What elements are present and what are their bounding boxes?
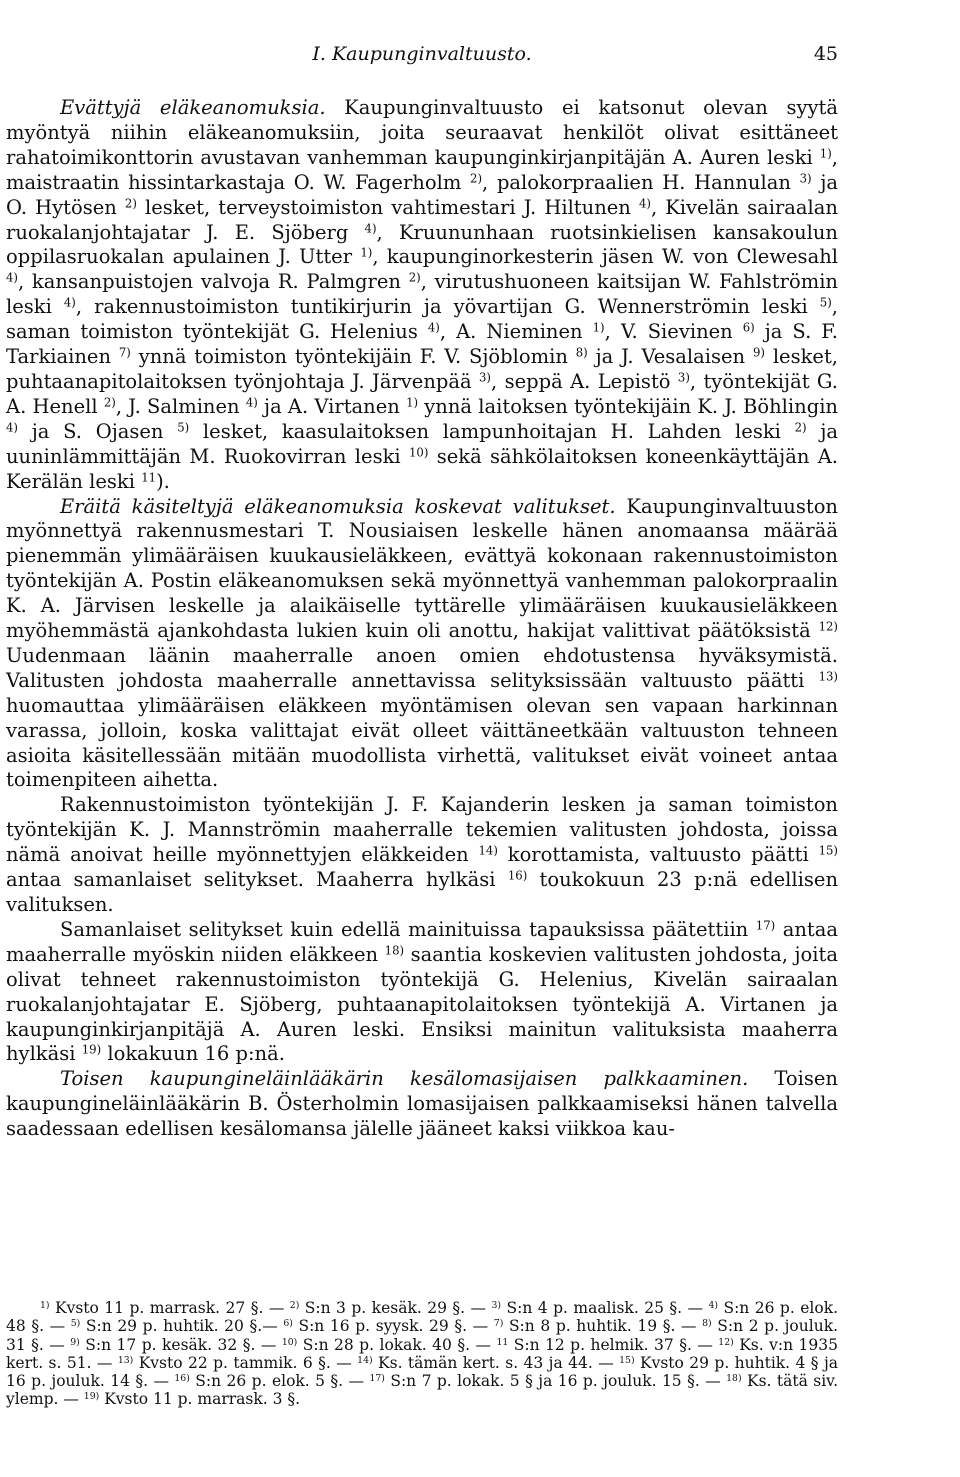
footnote-ref: 9) xyxy=(752,345,765,360)
footnote-ref: 1) xyxy=(406,395,419,410)
paragraph-kajander-mannstrom xyxy=(6,793,838,918)
footnote-marker: 13) xyxy=(117,1354,134,1366)
text-run: , seppä A. Lepistö xyxy=(491,369,678,393)
footnote-text: Kvsto 22 p. tammik. 6 §. — xyxy=(133,1353,358,1372)
footnote-ref: 1) xyxy=(592,320,605,335)
text-run: antaa samanlaiset selitykset. Maaherra hylkäsi xyxy=(6,868,508,892)
footnote-ref: 18) xyxy=(384,943,405,958)
footnote-ref: 10) xyxy=(408,445,429,460)
footnote-ref: 4) xyxy=(6,270,18,285)
footnote-text: Kvsto 11 p. marrask. 27 §. — xyxy=(49,1299,290,1317)
text-run: , Kivelän sairaalan ruokalanjohtajatar J. E. Sjöberg xyxy=(6,195,838,244)
footnote-marker: 7) xyxy=(493,1318,504,1330)
text-run: , maistraatin hissintarkastaja O. W. Fagerholm xyxy=(6,145,838,194)
footnote-text: S:n 29 p. huhtik. 20 §.— xyxy=(80,1317,284,1336)
footnote-ref: 4) xyxy=(63,295,76,310)
footnote-ref: 1) xyxy=(360,246,373,261)
footnote-ref: 2) xyxy=(408,270,421,285)
text-run: antaa maaherralle myöskin niiden eläkkeen xyxy=(6,917,838,966)
paragraph-veterinarian-substitute xyxy=(6,1067,838,1142)
footnote-ref: 4) xyxy=(6,420,18,435)
text-run: , rakennustoimiston tuntikirjurin ja yövartijan G. Wennerströmin leski xyxy=(75,295,820,319)
footnote-marker: 16) xyxy=(174,1373,190,1385)
text-run: , palokorpraalien H. Hannulan xyxy=(482,170,800,194)
footnote-marker: 18) xyxy=(726,1373,742,1385)
footnote-marker: 8) xyxy=(702,1318,712,1330)
running-title: I. Kaupunginvaltuusto. xyxy=(312,43,532,65)
text-run: ja uuninlämmittäjän M. Ruokovirran leski xyxy=(6,419,839,468)
text-run: lesket, terveystoimiston vahtimestari J. Hiltunen xyxy=(136,195,639,219)
footnote-ref: 5) xyxy=(177,420,190,435)
text-run: huomauttaa ylimääräisen eläkkeen myöntämisen olevan sen vapaan harkinnan varassa, jolloin, koska valittajat eivät olleet väittäneetkään valtuuston tehneen asioita käsitellessään mitään muodollista virhettä, valitukset eivät voineet antaa toimenpiteen aihetta. xyxy=(6,693,838,792)
footnote-text: Kvsto 11 p. marrask. 3 §. xyxy=(99,1390,301,1409)
footnote-marker: 6) xyxy=(283,1318,293,1330)
footnote-marker: 9) xyxy=(70,1336,80,1348)
footnote-text: Ks. tätä siv. ylemp. — xyxy=(6,1372,838,1409)
footnote-ref: 17) xyxy=(755,918,776,933)
paragraph-denied-pension-applications xyxy=(6,96,838,495)
footnote-text: Ks. v:n 1935 kert. s. 51. — xyxy=(6,1335,838,1372)
footnote-marker: 19) xyxy=(83,1391,100,1403)
footnote-ref: 1) xyxy=(819,146,832,161)
text-run: ynnä laitoksen työntekijäin K. J. Böhlingin xyxy=(418,394,838,418)
footnote-marker: 5) xyxy=(70,1318,81,1330)
text-run: lesket, kaasulaitoksen lampunhoitajan H. Lahden leski xyxy=(189,419,795,443)
footnote-ref: 8) xyxy=(575,345,588,360)
footnote-ref: 12) xyxy=(818,619,838,634)
footnote-marker: 17) xyxy=(369,1373,385,1385)
text-run: , kaupunginorkesterin jäsen W. von Clewesahl xyxy=(372,245,838,269)
footnote-ref: 6) xyxy=(742,320,755,335)
footnote-ref: 13) xyxy=(818,669,838,684)
text-run: Kaupunginvaltuusto ei katsonut olevan syytä myöntyä niihin eläkeanomuksiin, joita seuraavat henkilöt olivat esittäneet rahatoimikonttorin avustavan vanhemman kaupunginkirjanpitäjän A. Auren leski xyxy=(6,96,838,169)
footnote-marker: 11 xyxy=(496,1336,509,1348)
footnote-ref: 5) xyxy=(819,295,832,310)
text-run: , V. Sievinen xyxy=(604,320,743,344)
footnote-text: S:n 26 p. elok. 48 §. — xyxy=(6,1299,839,1336)
text-run: ja J. Vesalaisen xyxy=(587,345,753,369)
footnote-ref: 19) xyxy=(81,1043,102,1058)
body-text xyxy=(6,96,838,1142)
footnote-text: S:n 12 p. helmik. 37 §. — xyxy=(508,1335,719,1354)
text-run: , J. Salminen xyxy=(115,394,246,418)
text-run: Toisen kaupungineläinlääkärin B. Österholmin lomasijaisen palkkaamiseksi hänen talvella saadessaan edellisen kesälomansa jälelle jääneet kaksi viikkoa kau- xyxy=(6,1067,838,1141)
footnote-ref: 3) xyxy=(479,370,491,385)
footnote-ref: 3) xyxy=(677,370,690,385)
footnote-marker: 2) xyxy=(289,1299,300,1311)
footnote-text: S:n 3 p. kesäk. 29 §. — xyxy=(299,1299,492,1317)
footnote-ref: 2) xyxy=(103,395,116,410)
page-number: 45 xyxy=(813,43,838,65)
text-run: ja S. F. Tarkiainen xyxy=(6,320,838,369)
footnote-ref: 4) xyxy=(638,196,651,211)
footnote-text: Ks. tämän kert. s. 43 ja 44. — xyxy=(372,1353,620,1372)
footnote-text: Kvsto 29 p. huhtik. 4 § ja 16 p. jouluk. 14 §. — xyxy=(6,1353,838,1391)
footnotes xyxy=(6,1299,838,1409)
footnote-ref: 14) xyxy=(478,843,498,858)
footnote-text: S:n 17 p. kesäk. 32 §. — xyxy=(79,1335,282,1354)
text-run: Kaupunginvaltuuston myönnettyä rakennusmestari T. Nousiaisen leskelle hänen anomaansa määrää pienemmän ylimääräisen kuukausieläkkeen, evättyä kokonaan rakennustoimiston työntekijän A. Postin eläkeanomuksen sekä myönnettyä vanhemman palokorpraalin K. A. Järvisen leskelle ja alaikäiselle tyttärelle ylimääräisen kuukausieläkkeen myöhemmästä ajankohdasta lukien kuin oli anottu, hakijat valittivat päätöksistä xyxy=(6,494,838,643)
footnote-text: S:n 4 p. maalisk. 25 §. — xyxy=(501,1299,709,1317)
text-run: ja O. Hytösen xyxy=(6,170,838,219)
footnote-ref: 4) xyxy=(427,320,440,335)
footnote-ref: 11 xyxy=(141,470,157,485)
paragraph-similar-statements xyxy=(6,918,838,1067)
footnote-marker: 3) xyxy=(491,1299,502,1311)
footnote-marker: 12) xyxy=(718,1336,734,1348)
footnote-marker: 4) xyxy=(708,1299,719,1311)
text-run: Uudenmaan läänin maaherralle anoen omien ehdotustensa hyväksymistä. Valitusten johdosta maaherralle annettavissa selityksissään valtuusto päätti xyxy=(6,643,838,692)
text-run: , virutushuoneen kaitsijan W. Fahlströmin leski xyxy=(6,270,838,319)
footnote-ref: 2) xyxy=(470,171,483,186)
footnote-ref: 16) xyxy=(507,868,528,883)
text-run: , kansanpuistojen valvoja R. Palmgren xyxy=(18,270,409,294)
footnote-block xyxy=(6,1299,838,1409)
text-run: sekä sähkölaitoksen koneenkäyttäjän A. Kerälän leski xyxy=(6,444,838,493)
footnote-ref: 2) xyxy=(794,420,807,435)
text-run: lokakuun 16 p:nä. xyxy=(101,1042,285,1066)
footnote-text: S:n 2 p. jouluk. 31 §. — xyxy=(6,1317,839,1354)
text-run: , työntekijät G. A. Henell xyxy=(6,369,838,418)
text-run: Rakennustoimiston työntekijän J. F. Kajanderin lesken ja saman toimiston työntekijän K. J. Mannströmin maaherralle tekemien valitusten johdosta, joissa nämä anoivat heille myönnettyjen eläkkeiden xyxy=(6,793,838,867)
footnote-marker: 1) xyxy=(40,1299,50,1311)
footnote-ref: 3) xyxy=(799,171,812,186)
text-run: ). xyxy=(156,469,170,493)
footnote-marker: 10) xyxy=(281,1336,298,1348)
text-run: Samanlaiset selitykset kuin edellä mainituissa tapauksissa päätettiin xyxy=(60,917,756,941)
paragraph-complaints xyxy=(6,495,838,794)
footnote-text: S:n 26 p. elok. 5 §. — xyxy=(189,1372,370,1391)
section-title: Toisen kaupungineläinlääkärin kesälomasijaisen palkkaaminen. xyxy=(60,1067,749,1091)
footnote-ref: 4) xyxy=(364,221,377,236)
text-run: saantia koskevien valitusten johdosta, joita olivat tehneet rakennustoimiston työntekijä G. Helenius, Kivelän sairaalan ruokalanjohtajatar E. Sjöberg, puhtaanapitolaitoksen työntekijä A. Virtanen ja kaupunginkirjanpitäjä A. Auren leski. Ensiksi mainitun valituksista maaherra hylkäsi xyxy=(6,942,838,1066)
footnote-text: S:n 7 p. lokak. 5 § ja 16 p. jouluk. 15 §. — xyxy=(384,1372,727,1391)
footnote-ref: 15) xyxy=(818,843,838,858)
footnote-ref: 7) xyxy=(118,345,131,360)
text-run: lesket, puhtaanapitolaitoksen työnjohtaja J. Järvenpää xyxy=(6,345,838,393)
footnote-text: S:n 28 p. lokak. 40 §. — xyxy=(297,1335,497,1354)
footnote-text: S:n 16 p. syysk. 29 §. — xyxy=(292,1317,494,1336)
text-run: ja S. Ojasen xyxy=(18,419,178,443)
section-title: Evättyjä eläkeanomuksia. xyxy=(60,96,326,119)
text-run: , Kruununhaan ruotsinkielisen kansakoulun oppilasruokalan apulainen J. Utter xyxy=(6,220,838,269)
footnote-ref: 4) xyxy=(245,395,258,410)
text-run: korottamista, valtuusto päätti xyxy=(497,843,819,867)
footnote-marker: 15) xyxy=(619,1354,635,1366)
footnote-text: S:n 8 p. huhtik. 19 §. — xyxy=(503,1317,703,1336)
section-title: Eräitä käsiteltyjä eläkeanomuksia koskevat valitukset. xyxy=(60,494,616,518)
text-run: ynnä toimiston työntekijäin F. V. Sjöblomin xyxy=(130,345,576,369)
text-run: ja A. Virtanen xyxy=(257,394,407,418)
text-run: , saman toimiston työntekijät G. Helenius xyxy=(6,295,838,344)
footnote-ref: 2) xyxy=(124,196,137,211)
footnote-marker: 14) xyxy=(357,1354,373,1366)
text-run: toukokuun 23 p:nä edellisen valituksen. xyxy=(6,868,838,916)
text-run: , A. Nieminen xyxy=(439,320,593,344)
